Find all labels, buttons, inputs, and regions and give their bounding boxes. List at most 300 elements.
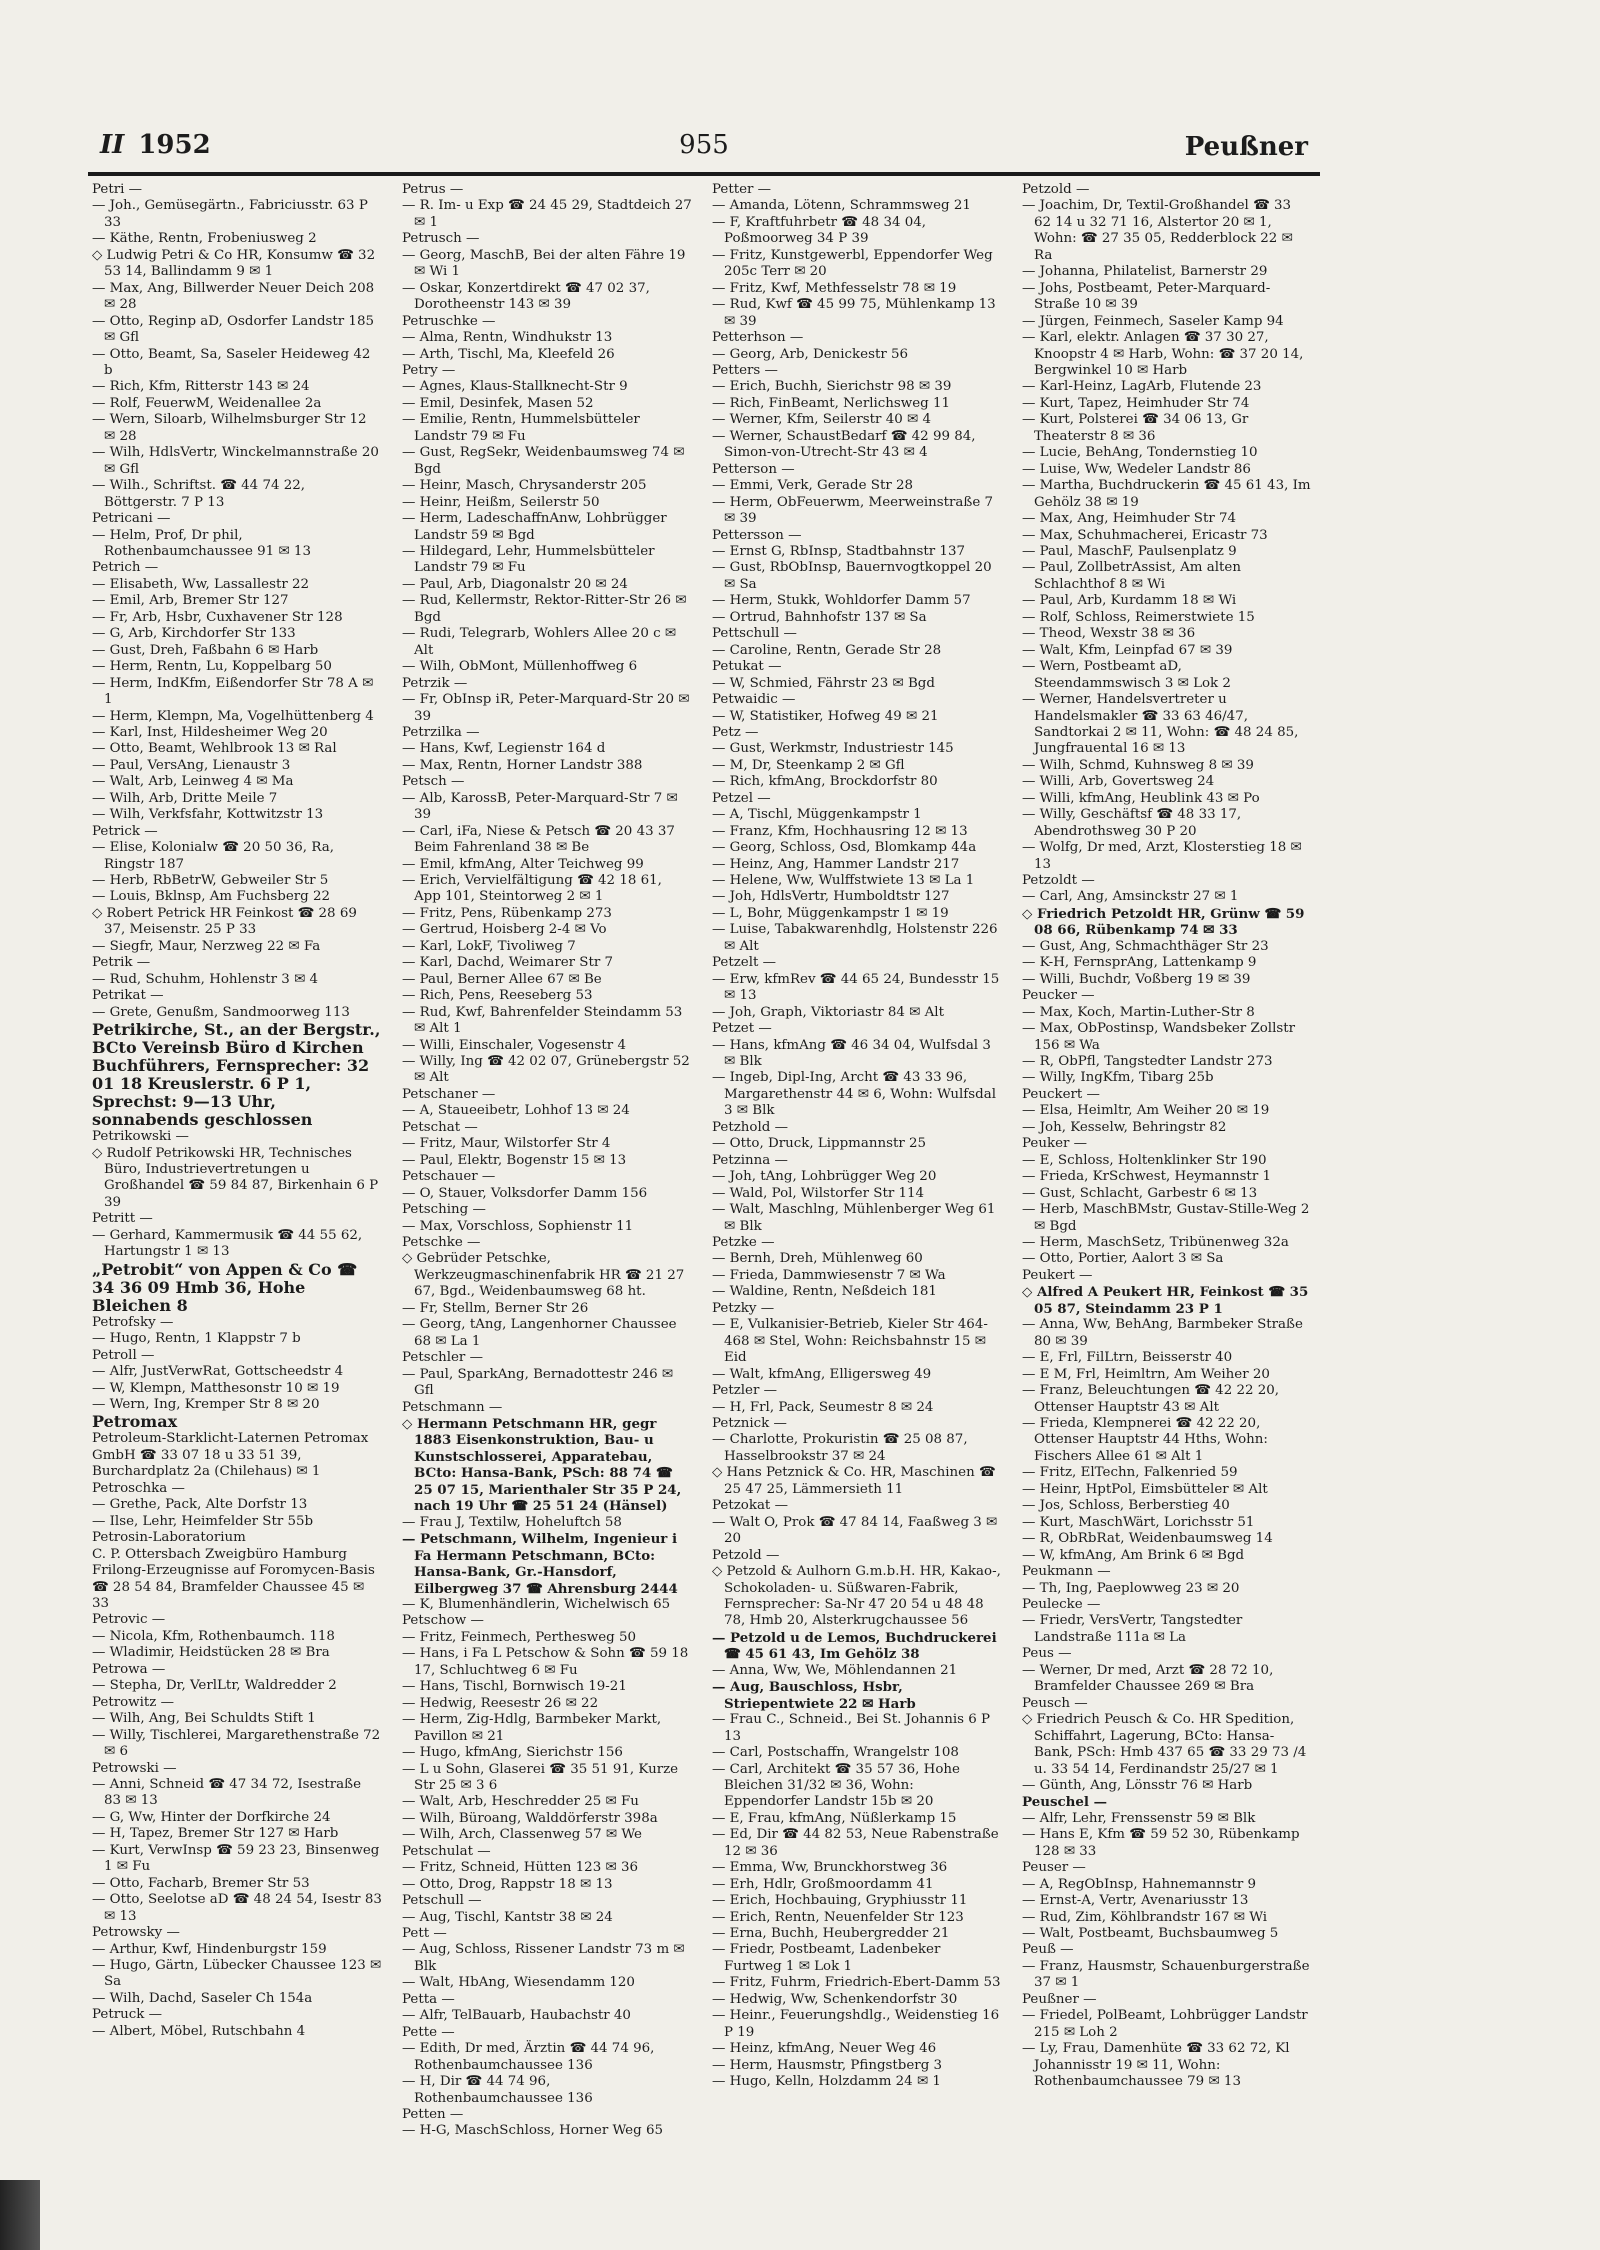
entries-column-3: [712, 182, 1002, 2091]
directory-entry: Pettersson —: [712, 527, 802, 543]
directory-entry: Petrikirche, St., an der Bergstr., BCto Vereinsb Büro d Kirchen Buchführers, Fernsprecher: 32 01 18 Kreuslerstr. 6 P 1, Sprechst: 9—13 Uhr, sonnabends geschlossen: [92, 1020, 381, 1130]
directory-entry: — Wilh, HdlsVertr, Winckelmannstraße 20 ✉ Gfl: [92, 445, 379, 477]
directory-entry: — Heinz, Ang, Hammer Landstr 217: [712, 856, 960, 872]
directory-entry: — K-H, FernsprAng, Lattenkamp 9: [1022, 955, 1257, 971]
directory-entry: — Karl, elektr. Anlagen ☎ 37 30 27, Knoopstr 4 ✉ Harb, Wohn: ☎ 37 20 14, Bergwinkel 10 ✉ Harb: [1022, 330, 1304, 378]
directory-entry: — Paul, Berner Allee 67 ✉ Be: [402, 971, 602, 987]
directory-entry: — O, Stauer, Volksdorfer Damm 156: [402, 1185, 648, 1201]
directory-entry: — Wern, Siloarb, Wilhelmsburger Str 12 ✉ 28: [92, 412, 367, 444]
directory-entry: Petzke —: [712, 1235, 775, 1250]
directory-entry: — Walt, Postbeamt, Buchsbaumweg 5: [1022, 1926, 1279, 1942]
directory-entry: — Anna, Ww, We, Möhlendannen 21: [712, 1662, 958, 1678]
directory-entry: — Wald, Pol, Wilstorfer Str 114: [712, 1185, 925, 1201]
directory-entry: Peuschel —: [1022, 1794, 1108, 1811]
directory-entry: — Wilh, Arb, Dritte Meile 7: [92, 790, 278, 806]
directory-entry: — Hugo, kfmAng, Sierichstr 156: [402, 1745, 623, 1761]
directory-entry: — Heinr, Masch, Chrysanderstr 205: [402, 478, 647, 494]
page-number: 955: [679, 130, 729, 160]
directory-entry: — Gust, RbObInsp, Bauernvogtkoppel 20 ✉ Sa: [712, 560, 992, 592]
directory-entry: Petschaner —: [402, 1086, 496, 1102]
directory-entry: — Ilse, Lehr, Heimfelder Str 55b: [92, 1513, 314, 1529]
directory-entry: — Otto, Seelotse aD ☎ 48 24 54, Isestr 83 ✉ 13: [92, 1892, 382, 1924]
directory-entry: — Elisabeth, Ww, Lassallestr 22: [92, 576, 310, 592]
directory-entry: — Herm, Klempn, Ma, Vogelhüttenberg 4: [92, 708, 374, 724]
entries-column-4: [1022, 182, 1312, 2091]
directory-entry: — Edith, Dr med, Ärztin ☎ 44 74 96, Rothenbaumchaussee 136: [402, 2041, 655, 2073]
directory-entry: — Franz, Hausmstr, Schauenburgerstraße 37 ✉ 1: [1022, 1958, 1310, 1991]
directory-entry: Petrusch —: [402, 231, 480, 247]
directory-entry: — Th, Ing, Paeplowweg 23 ✉ 20: [1022, 1580, 1240, 1596]
directory-entry: — Luise, Tabakwarenhdlg, Holstenstr 226 ✉ Alt: [712, 922, 998, 954]
directory-entry: — Fritz, Kwf, Methfesselstr 78 ✉ 19: [712, 280, 957, 296]
directory-entry: — Frau J, Textilw, Hoheluftch 58: [402, 1514, 622, 1530]
directory-entry: — Fritz, Fuhrm, Friedrich-Ebert-Damm 53: [712, 1975, 1001, 1991]
directory-entry: — Siegfr, Maur, Nerzweg 22 ✉ Fa: [92, 938, 321, 954]
directory-entry: Petsch —: [402, 774, 465, 790]
directory-entry: — L, Bohr, Müggenkampstr 1 ✉ 19: [712, 905, 949, 921]
directory-entry: — Waldine, Rentn, Neßdeich 181: [712, 1284, 937, 1300]
directory-entry: Petrick —: [92, 823, 158, 839]
directory-entry: — Walt, HbAng, Wiesendamm 120: [402, 1975, 635, 1991]
directory-entry: — Otto, Druck, Lippmannstr 25: [712, 1136, 927, 1152]
directory-entry: — Georg, Schloss, Osd, Blomkamp 44a: [712, 840, 977, 856]
directory-entry: — Rich, Kfm, Ritterstr 143 ✉ 24: [92, 379, 310, 395]
directory-entry: Petry —: [402, 362, 456, 378]
directory-entry: — Fr, Arb, Hsbr, Cuxhavener Str 128: [92, 609, 343, 625]
directory-entry: ◇ Rudolf Petrikowski HR, Technisches Büro, Industrievertretungen u Großhandel ☎ 59 84 87, Birkenhain 6 P 39: [92, 1145, 379, 1210]
directory-entry: — Rolf, FeuerwM, Weidenallee 2a: [92, 395, 322, 411]
directory-entry: — Fritz, Kunstgewerbl, Eppendorfer Weg 205c Terr ✉ 20: [712, 247, 993, 280]
directory-entry: — Alma, Rentn, Windhukstr 13: [402, 330, 613, 346]
directory-entry: — Walt, Kfm, Leinpfad 67 ✉ 39: [1022, 642, 1233, 658]
directory-entry: — Rud, Kwf, Bahrenfelder Steindamm 53 ✉ Alt 1: [402, 1004, 683, 1037]
directory-entry: — Amanda, Lötenn, Schrammsweg 21: [712, 198, 971, 214]
directory-entry: Petzoldt —: [1022, 873, 1095, 889]
directory-entry: Petwaidic —: [712, 692, 796, 708]
directory-entry: — M, Dr, Steenkamp 2 ✉ Gfl: [712, 757, 905, 773]
directory-entry: — Wern, Ing, Kremper Str 8 ✉ 20: [92, 1397, 320, 1412]
directory-entry: — Herm, Hausmstr, Pfingstberg 3: [712, 2057, 943, 2073]
directory-entry: — Jürgen, Feinmech, Saseler Kamp 94: [1022, 313, 1284, 329]
directory-entry: Petrofsky —: [92, 1314, 174, 1330]
directory-entry: — W, kfmAng, Am Brink 6 ✉ Bgd: [1022, 1547, 1245, 1563]
directory-entry: — Stepha, Dr, VerlLtr, Waldredder 2: [92, 1678, 337, 1694]
entries-column-1: [92, 182, 382, 2040]
directory-entry: Petroll —: [92, 1347, 155, 1363]
directory-entry: — Frau C., Schneid., Bei St. Johannis 6 P 13: [712, 1712, 991, 1744]
directory-entry: — F, Kraftfuhrbetr ☎ 48 34 04, Poßmoorweg 34 P 39: [712, 214, 927, 247]
directory-entry: Petzold —: [1022, 182, 1090, 197]
directory-entry: — Hans, Tischl, Bornwisch 19-21: [402, 1679, 627, 1695]
directory-entry: — Joh, Kesselw, Behringstr 82: [1022, 1119, 1227, 1135]
directory-entry: — Carl, Postschaffn, Wrangelstr 108: [712, 1745, 959, 1761]
directory-entry: Petz —: [712, 724, 759, 740]
directory-entry: — W, Klempn, Matthesonstr 10 ✉ 19: [92, 1380, 340, 1396]
directory-entry: — Emilie, Rentn, Hummelsbütteler Landstr 79 ✉ Fu: [402, 412, 640, 444]
directory-entry: — Walt, Arb, Leinweg 4 ✉ Ma: [92, 774, 294, 790]
directory-entry: Petrikowski —: [92, 1129, 189, 1145]
directory-entry: Petschulat —: [402, 1843, 491, 1859]
directory-entry: — Wern, Postbeamt aD, Steendammswisch 3 ✉ Lok 2: [1022, 659, 1231, 691]
directory-entry: — Caroline, Rentn, Gerade Str 28: [712, 642, 942, 658]
directory-entry: Petrowa —: [92, 1661, 166, 1677]
directory-entry: — H, Frl, Pack, Seumestr 8 ✉ 24: [712, 1399, 934, 1415]
directory-entry: Peuker —: [1022, 1136, 1088, 1152]
directory-entry: — Albert, Möbel, Rutschbahn 4: [92, 2023, 306, 2039]
directory-entry: Petrikat —: [92, 988, 164, 1004]
directory-entry: — Max, Koch, Martin-Luther-Str 8: [1022, 1004, 1255, 1020]
directory-entry: Petschauer —: [402, 1169, 496, 1185]
directory-entry: — H-G, MaschSchloss, Horner Weg 65: [402, 2123, 663, 2139]
directory-entry: — Agnes, Klaus-Stallknecht-Str 9: [402, 379, 628, 395]
directory-entry: Petschat —: [402, 1119, 478, 1135]
directory-entry: — Hedwig, Ww, Schenkendorfstr 30: [712, 1991, 958, 2007]
directory-entry: — Gust, Werkmstr, Industriestr 145: [712, 741, 954, 757]
directory-entry: — Anna, Ww, BehAng, Barmbeker Straße 80 ✉ 39: [1022, 1317, 1303, 1349]
directory-entry: — Erich, Vervielfältigung ☎ 42 18 61, App 101, Steintorweg 2 ✉ 1: [402, 873, 662, 905]
directory-entry: — Kurt, Polsterei ☎ 34 06 13, Gr Theaterstr 8 ✉ 36: [1022, 412, 1249, 444]
header-year: 1952: [138, 130, 211, 160]
directory-entry: — Fritz, Pens, Rübenkamp 273: [402, 905, 612, 921]
directory-entry: — Alfr, Lehr, Frenssenstr 59 ✉ Blk: [1022, 1810, 1256, 1826]
directory-entry: — Fr, Stellm, Berner Str 26: [402, 1300, 589, 1316]
directory-entry: — Herm, IndKfm, Eißendorfer Str 78 A ✉ 1: [92, 675, 374, 708]
directory-entry: ◇ Gebrüder Petschke, Werkzeugmaschinenfabrik HR ☎ 21 27 67, Bgd., Weidenbaumsweg 68 ht.: [402, 1251, 685, 1300]
directory-entry: — Herb, RbBetrW, Gebweiler Str 5: [92, 873, 329, 889]
directory-entry: — Georg, tAng, Langenhorner Chaussee 68 ✉ La 1: [402, 1317, 677, 1349]
directory-entry: Petzet —: [712, 1021, 772, 1037]
directory-entry: — Emma, Ww, Brunckhorstweg 36: [712, 1860, 948, 1876]
directory-entry: — Rud, Kellermstr, Rektor-Ritter-Str 26 ✉ Bgd: [402, 593, 687, 625]
directory-entry: — Emmi, Verk, Gerade Str 28: [712, 478, 914, 494]
directory-entry: — Johanna, Philatelist, Barnerstr 29: [1022, 264, 1268, 280]
directory-entry: — Arthur, Kwf, Hindenburgstr 159: [92, 1941, 327, 1957]
entries-column-2: [402, 182, 692, 2140]
directory-entry: — Rich, FinBeamt, Nerlichsweg 11: [712, 395, 951, 411]
page-header: [88, 128, 1320, 176]
directory-entry: Petrzilka —: [402, 724, 480, 740]
directory-entry: Petricani —: [92, 511, 171, 527]
directory-entry: Pettschull —: [712, 626, 797, 642]
directory-entry: — Willy, IngKfm, Tibarg 25b: [1022, 1070, 1214, 1086]
directory-entry: „Petrobit“ von Appen & Co ☎ 34 36 09 Hmb 36, Hohe Bleichen 8: [92, 1259, 358, 1315]
directory-entry: — Gertrud, Hoisberg 2-4 ✉ Vo: [402, 922, 607, 938]
directory-entry: Petzhold —: [712, 1119, 788, 1135]
directory-entry: — Carl, Ang, Amsinckstr 27 ✉ 1: [1022, 889, 1239, 905]
directory-entry: — Max, Vorschloss, Sophienstr 11: [402, 1218, 634, 1234]
directory-entry: Petzokat —: [712, 1498, 788, 1514]
directory-entry: Peußner —: [1022, 1991, 1097, 2007]
directory-entry: — Otto, Facharb, Bremer Str 53: [92, 1875, 310, 1891]
directory-entry: — Rolf, Schloss, Reimerstwiete 15: [1022, 609, 1255, 625]
directory-entry: Peusch —: [1022, 1695, 1088, 1711]
directory-entry: — E, Frl, FilLtrn, Beisserstr 40: [1022, 1350, 1233, 1366]
directory-entry: — Fritz, Maur, Wilstorfer Str 4: [402, 1136, 611, 1152]
directory-entry: — Herm, Zig-Hdlg, Barmbeker Markt, Pavillon ✉ 21: [402, 1712, 662, 1744]
directory-entry: — Otto, Drog, Rappstr 18 ✉ 13: [402, 1876, 613, 1892]
directory-entry: Peulecke —: [1022, 1596, 1101, 1612]
directory-entry: Petroleum-Starklicht-Laternen Petromax GmbH ☎ 33 07 18 u 33 51 39, Burchardplatz 2a (Chilehaus) ✉ 1: [92, 1431, 369, 1480]
directory-entry: — Otto, Portier, Aalort 3 ✉ Sa: [1022, 1251, 1224, 1267]
range-name: Peußner: [1184, 132, 1308, 162]
directory-entry: Peus —: [1022, 1646, 1072, 1662]
directory-entry: — Paul, VersAng, Lienaustr 3: [92, 757, 291, 773]
directory-entry: Petschke —: [402, 1235, 481, 1250]
directory-entry: Petzold —: [712, 1547, 780, 1563]
directory-entry: Petrik —: [92, 955, 151, 971]
directory-entry: — Aug, Bauschloss, Hsbr, Striepentwiete 22 ✉ Harb: [712, 1679, 916, 1712]
directory-entry: — Hedwig, Reesestr 26 ✉ 22: [402, 1695, 599, 1711]
directory-entry: — Wilh, Schmd, Kuhnsweg 8 ✉ 39: [1022, 757, 1254, 773]
directory-entry: — Kurt, VerwInsp ☎ 59 23 23, Binsenweg 1 ✉ Fu: [92, 1842, 380, 1875]
directory-entry: — Georg, MaschB, Bei der alten Fähre 19 ✉ Wi 1: [402, 247, 686, 280]
directory-entry: — W, Schmied, Fährstr 23 ✉ Bgd: [712, 675, 935, 691]
directory-entry: — Erh, Hdlr, Großmoordamm 41: [712, 1876, 934, 1892]
directory-entry: — Ortrud, Bahnhofstr 137 ✉ Sa: [712, 609, 927, 625]
directory-entry: — Paul, SparkAng, Bernadottestr 246 ✉ Gfl: [402, 1366, 674, 1399]
directory-entry: — Walt, Maschlng, Mühlenberger Weg 61 ✉ Blk: [712, 1202, 996, 1234]
directory-entry: Peuser —: [1022, 1860, 1086, 1876]
directory-entry: — Luise, Ww, Wedeler Landstr 86: [1022, 461, 1251, 477]
directory-entry: — Heinr, Heißm, Seilerstr 50: [402, 494, 600, 510]
directory-entry: Petrosin-Laboratorium: [92, 1530, 246, 1546]
directory-entry: — E M, Frl, Heimltrn, Am Weiher 20: [1022, 1366, 1270, 1382]
directory-entry: — Emil, kfmAng, Alter Teichweg 99: [402, 856, 644, 872]
directory-entry: — Max, Schuhmacherei, Ericastr 73: [1022, 527, 1268, 543]
directory-entry: Petrowski —: [92, 1760, 177, 1776]
binding-edge: [0, 2180, 40, 2250]
directory-entry: — Alb, KarossB, Peter-Marquard-Str 7 ✉ 39: [402, 790, 678, 823]
directory-entry: — Herm, Rentn, Lu, Koppelbarg 50: [92, 659, 332, 675]
directory-entry: — G, Ww, Hinter der Dorfkirche 24: [92, 1809, 331, 1825]
directory-entry: — E, Schloss, Holtenklinker Str 190: [1022, 1152, 1267, 1168]
directory-entry: — Wilh, Ang, Bei Schuldts Stift 1: [92, 1711, 316, 1727]
directory-entry: — A, Tischl, Müggenkampstr 1: [712, 807, 922, 823]
directory-entry: — Rud, Kwf ☎ 45 99 75, Mühlenkamp 13 ✉ 39: [712, 297, 996, 329]
directory-entry: — Heinr, HptPol, Eimsbütteler ✉ Alt: [1022, 1481, 1268, 1497]
directory-entry: — Willy, Ing ☎ 42 02 07, Grünebergstr 52 ✉ Alt: [402, 1054, 690, 1086]
directory-entry: — Hugo, Gärtn, Lübecker Chaussee 123 ✉ Sa: [92, 1957, 382, 1990]
directory-entry: — Erna, Buchh, Heubergredder 21: [712, 1926, 950, 1942]
directory-entry: — Bernh, Dreh, Mühlenweg 60: [712, 1251, 923, 1267]
directory-entry: — Friedr, Postbeamt, Ladenbeker Furtweg 1 ✉ Lok 1: [712, 1942, 941, 1974]
directory-entry: — Wilh, Büroang, Walddörferstr 398a: [402, 1810, 658, 1826]
directory-entry: — Charlotte, Prokuristin ☎ 25 08 87, Hasselbrookstr 37 ✉ 24: [712, 1432, 968, 1464]
directory-entry: — Fritz, Feinmech, Perthesweg 50: [402, 1629, 637, 1645]
directory-entry: — Grete, Genußm, Sandmoorweg 113: [92, 1004, 350, 1020]
directory-entry: — Karl, Dachd, Weimarer Str 7: [402, 955, 614, 971]
directory-entry: Pette —: [402, 2024, 455, 2040]
directory-entry: — Herm, MaschSetz, Tribünenweg 32a: [1022, 1235, 1289, 1250]
directory-entry: ◇ Friedrich Petzoldt HR, Grünw ☎ 59 08 66, Rübenkamp 74 ✉ 33: [1022, 905, 1305, 939]
directory-entry: — Hans, kfmAng ☎ 46 34 04, Wulfsdal 3 ✉ Blk: [712, 1037, 991, 1070]
directory-entry: — Lucie, BehAng, Tondernstieg 10: [1022, 445, 1258, 461]
directory-entry: Petromax: [92, 1412, 178, 1432]
directory-entry: — Erw, kfmRev ☎ 44 65 24, Bundesstr 15 ✉ 13: [712, 971, 1000, 1004]
directory-entry: — Herm, Stukk, Wohldorfer Damm 57: [712, 593, 971, 609]
directory-entry: — Petschmann, Wilhelm, Ingenieur i Fa Hermann Petschmann, BCto: Hansa-Bank, Gr.-Hansdorf, Eilbergweg 37 ☎ Ahrensburg 2444: [402, 1531, 678, 1597]
directory-entry: — Günth, Ang, Lönsstr 76 ✉ Harb: [1022, 1777, 1253, 1793]
directory-entry: — Gust, RegSekr, Weidenbaumsweg 74 ✉ Bgd: [402, 445, 685, 477]
directory-entry: — Max, ObPostinsp, Wandsbeker Zollstr 156 ✉ Wa: [1022, 1021, 1296, 1053]
directory-entry: Petrzik —: [402, 675, 468, 691]
directory-entry: ◇ Petzold & Aulhorn G.m.b.H. HR, Kakao-, Schokoladen- u. Süßwaren-Fabrik, Fernsprecher: Sa-Nr 47 20 54 u 48 48 78, Hmb 20, Alsterkrugchaussee 56: [712, 1564, 1001, 1629]
directory-entry: — Wilh., Schriftst. ☎ 44 74 22, Böttgerstr. 7 P 13: [92, 478, 306, 510]
directory-entry: — Emil, Desinfek, Masen 52: [402, 395, 594, 411]
directory-entry: C. P. Ottersbach Zweigbüro Hamburg Frilong-Erzeugnisse auf Foromycen-Basis ☎ 28 54 84, Bramfelder Chaussee 45 ✉ 33: [92, 1546, 375, 1611]
directory-entry: — Walt O, Prok ☎ 47 84 14, Faaßweg 3 ✉ 20: [712, 1514, 998, 1547]
directory-entry: — Kurt, Tapez, Heimhuder Str 74: [1022, 395, 1250, 411]
directory-entry: — Theod, Wexstr 38 ✉ 36: [1022, 626, 1196, 642]
directory-entry: — R. Im- u Exp ☎ 24 45 29, Stadtdeich 27 ✉ 1: [402, 198, 692, 230]
directory-entry: — R, ObPfl, Tangstedter Landstr 273: [1022, 1054, 1273, 1070]
directory-entry: — Carl, iFa, Niese & Petsch ☎ 20 43 37 Beim Fahrenland 38 ✉ Be: [402, 823, 675, 856]
directory-entry: — Rich, Pens, Reeseberg 53: [402, 988, 593, 1004]
directory-entry: — Petzold u de Lemos, Buchdruckerei ☎ 45 61 43, Im Gehölz 38: [712, 1629, 997, 1663]
directory-entry: — Joh., Gemüsegärtn., Fabriciusstr. 63 P 33: [92, 198, 368, 230]
directory-entry: — Willy, Tischlerei, Margarethenstraße 72 ✉ 6: [92, 1727, 381, 1760]
directory-entry: — Willi, Arb, Govertsweg 24: [1022, 774, 1215, 790]
directory-entry: — Gerhard, Kammermusik ☎ 44 55 62, Hartungstr 1 ✉ 13: [92, 1227, 363, 1260]
directory-entry: — Nicola, Kfm, Rothenbaumch. 118: [92, 1628, 335, 1644]
directory-entry: — Carl, Architekt ☎ 35 57 36, Hohe Bleichen 31/32 ✉ 36, Wohn: Eppendorfer Landstr 15b ✉ 20: [712, 1761, 960, 1810]
directory-entry: — Werner, SchaustBedarf ☎ 42 99 84, Simon-von-Utrecht-Str 43 ✉ 4: [712, 428, 976, 461]
directory-entry: — Emil, Arb, Bremer Str 127: [92, 593, 289, 609]
directory-entry: — Willy, Geschäftsf ☎ 48 33 17, Abendrothsweg 30 P 20: [1022, 807, 1242, 839]
directory-entry: — A, Staueeibetr, Lohhof 13 ✉ 24: [402, 1103, 630, 1119]
directory-entry: — Franz, Beleuchtungen ☎ 42 22 20, Ottenser Hauptstr 43 ✉ Alt: [1022, 1383, 1280, 1415]
directory-entry: — Wolfg, Dr med, Arzt, Klosterstieg 18 ✉ 13: [1022, 840, 1302, 872]
directory-entry: Petrowitz —: [92, 1694, 175, 1710]
directory-entry: Petterson —: [712, 461, 795, 477]
directory-entry: — Joachim, Dr, Textil-Großhandel ☎ 33 62 14 u 32 71 16, Alstertor 20 ✉ 1, Wohn: ☎ 27 35 05, Redderblock 22 ✉ Ra: [1022, 198, 1293, 263]
directory-entry: — Joh, Graph, Viktoriastr 84 ✉ Alt: [712, 1004, 944, 1020]
directory-entry: — Fritz, ElTechn, Falkenried 59: [1022, 1465, 1238, 1481]
directory-entry: — E, Vulkanisier-Betrieb, Kieler Str 464-468 ✉ Stel, Wohn: Reichsbahnstr 15 ✉ Eid: [712, 1317, 988, 1366]
directory-entry: — Joh, HdlsVertr, Humboldtstr 127: [712, 889, 950, 905]
directory-entry: — Ernst G, RbInsp, Stadtbahnstr 137: [712, 543, 965, 559]
directory-entry: — Werner, Kfm, Seilerstr 40 ✉ 4: [712, 412, 931, 428]
directory-entry: Petzelt —: [712, 955, 777, 971]
directory-entry: — Käthe, Rentn, Frobeniusweg 2: [92, 231, 317, 247]
directory-entry: Petrus —: [402, 182, 464, 197]
column-4: [1022, 182, 1312, 2172]
directory-entry: Petukat —: [712, 659, 782, 675]
directory-entry: — Karl, LokF, Tivoliweg 7: [402, 938, 576, 954]
directory-entry: — Wladimir, Heidstücken 28 ✉ Bra: [92, 1645, 330, 1661]
column-1: [92, 182, 382, 2172]
directory-entry: — Gust, Schlacht, Garbestr 6 ✉ 13: [1022, 1185, 1258, 1201]
directory-entry: — Hildegard, Lehr, Hummelsbütteler Landstr 79 ✉ Fu: [402, 543, 655, 576]
directory-entry: — Herm, LadeschaffnAnw, Lohbrügger Landstr 59 ✉ Bgd: [402, 511, 667, 543]
directory-entry: — Rud, Zim, Köhlbrandstr 167 ✉ Wi: [1022, 1909, 1268, 1925]
directory-entry: — Willi, Buchdr, Voßberg 19 ✉ 39: [1022, 971, 1251, 987]
directory-entry: ◇ Alfred A Peukert HR, Feinkost ☎ 35 05 87, Steindamm 23 P 1: [1022, 1284, 1309, 1317]
directory-entry: — Erich, Rentn, Neuenfelder Str 123: [712, 1909, 964, 1925]
directory-entry: — Georg, Arb, Denickestr 56: [712, 346, 909, 362]
directory-entry: — Heinr., Feuerungshdlg., Weidenstieg 16 P 19: [712, 2008, 1000, 2040]
directory-entry: Petrich —: [92, 560, 159, 576]
directory-entry: — W, Statistiker, Hofweg 49 ✉ 21: [712, 708, 939, 724]
directory-entry: — Fr, ObInsp iR, Peter-Marquard-Str 20 ✉ 39: [402, 692, 690, 724]
directory-entry: — A, RegObInsp, Hahnemannstr 9: [1022, 1876, 1257, 1892]
directory-entry: — Max, Ang, Heimhuder Str 74: [1022, 511, 1237, 527]
directory-entry: — Hugo, Kelln, Holzdamm 24 ✉ 1: [712, 2074, 941, 2090]
directory-entry: Petritt —: [92, 1211, 153, 1227]
directory-entry: — Friedel, PolBeamt, Lohbrügger Landstr 215 ✉ Loh 2: [1022, 2008, 1308, 2040]
directory-entry: ◇ Robert Petrick HR Feinkost ☎ 28 69 37, Meisenstr. 25 P 33: [92, 905, 357, 938]
directory-entry: — Fritz, Schneid, Hütten 123 ✉ 36: [402, 1860, 638, 1876]
directory-entry: ◇ Hans Petznick & Co. HR, Maschinen ☎ 25 47 25, Lämmersieth 11: [712, 1465, 996, 1497]
directory-entry: Petzler —: [712, 1383, 778, 1399]
directory-entry: Petrowsky —: [92, 1925, 180, 1941]
directory-entry: — H, Dir ☎ 44 74 96, Rothenbaumchaussee 136: [402, 2074, 593, 2106]
directory-entry: Petten —: [402, 2107, 464, 2123]
directory-entry: — Rud, Schuhm, Hohlenstr 3 ✉ 4: [92, 971, 319, 987]
directory-entry: Pett —: [402, 1926, 447, 1942]
directory-entry: — Kurt, MaschWärt, Lorichsstr 51: [1022, 1514, 1255, 1530]
directory-entry: — Walt, kfmAng, Elligersweg 49: [712, 1366, 932, 1382]
directory-entry: — Frieda, KrSchwest, Heymannstr 1: [1022, 1169, 1271, 1185]
directory-entry: Petsching —: [402, 1202, 486, 1218]
directory-entry: — Max, Ang, Billwerder Neuer Deich 208 ✉ 28: [92, 280, 375, 313]
directory-entry: — Werner, Dr med, Arzt ☎ 28 72 10, Bramfelder Chaussee 269 ✉ Bra: [1022, 1662, 1274, 1695]
directory-entry: Petri —: [92, 182, 143, 197]
directory-entry: — Hans, Kwf, Legienstr 164 d: [402, 741, 606, 757]
directory-entry: — Oskar, Konzertdirekt ☎ 47 02 37, Dorotheenstr 143 ✉ 39: [402, 280, 650, 313]
directory-entry: — Frieda, Klempnerei ☎ 42 22 20, Ottenser Hauptstr 44 Hths, Wohn: Fischers Allee 61 ✉ Alt 1: [1022, 1415, 1268, 1464]
directory-entry: — K, Blumenhändlerin, Wichelwisch 65: [402, 1596, 671, 1612]
directory-entry: — Max, Rentn, Horner Landstr 388: [402, 757, 643, 773]
directory-entry: — Wilh, Dachd, Saseler Ch 154a: [92, 1990, 313, 2006]
column-2: [402, 182, 692, 2172]
column-3: [712, 182, 1002, 2172]
directory-entry: — Otto, Beamt, Wehlbrook 13 ✉ Ral: [92, 741, 337, 757]
directory-entry: Petter —: [712, 182, 772, 197]
directory-entry: — Ingeb, Dipl-Ing, Archt ☎ 43 33 96, Margarethenstr 44 ✉ 6, Wohn: Wulfsdal 3 ✉ Blk: [712, 1070, 996, 1119]
directory-entry: — Karl-Heinz, LagArb, Flutende 23: [1022, 379, 1262, 395]
directory-entry: — Elsa, Heimltr, Am Weiher 20 ✉ 19: [1022, 1103, 1270, 1119]
directory-entry: — Alfr, TelBauarb, Haubachstr 40: [402, 2008, 631, 2024]
directory-entry: — Willi, Einschaler, Vogesenstr 4: [402, 1037, 626, 1053]
directory-entry: — Ly, Frau, Damenhüte ☎ 33 62 72, Kl Johannisstr 19 ✉ 11, Wohn: Rothenbaumchaussee 79 ✉ 13: [1022, 2041, 1290, 2090]
directory-entry: — H, Tapez, Bremer Str 127 ✉ Harb: [92, 1826, 339, 1842]
directory-entry: — Walt, Arb, Heschredder 25 ✉ Fu: [402, 1794, 639, 1810]
directory-entry: Peuß —: [1022, 1942, 1074, 1958]
directory-entry: — Helene, Ww, Wulffstwiete 13 ✉ La 1: [712, 873, 975, 889]
directory-entry: — Friedr, VersVertr, Tangstedter Landstraße 111a ✉ La: [1022, 1613, 1243, 1645]
directory-entry: — Gust, Dreh, Faßbahn 6 ✉ Harb: [92, 642, 319, 658]
directory-entry: — Rudi, Telegrarb, Wohlers Allee 20 c ✉ Alt: [402, 626, 677, 658]
directory-entry: — Alfr, JustVerwRat, Gottscheedstr 4: [92, 1364, 344, 1380]
directory-entry: Petruschke —: [402, 313, 496, 329]
directory-entry: — Wilh, Verkfsfahr, Kottwitzstr 13: [92, 807, 324, 823]
directory-entry: Peucker —: [1022, 988, 1095, 1004]
directory-entry: — Elise, Kolonialw ☎ 20 50 36, Ra, Ringstr 187: [92, 840, 334, 872]
directory-entry: ◇ Ludwig Petri & Co HR, Konsumw ☎ 32 53 14, Ballindamm 9 ✉ 1: [92, 247, 376, 280]
directory-entry: — R, ObRbRat, Weidenbaumsweg 14: [1022, 1531, 1273, 1547]
directory-entry: Petruck —: [92, 2007, 162, 2023]
directory-entry: — Paul, Arb, Kurdamm 18 ✉ Wi: [1022, 593, 1237, 609]
directory-entry: — Heinz, kfmAng, Neuer Weg 46: [712, 2041, 937, 2057]
directory-entry: — Paul, Elektr, Bogenstr 15 ✉ 13: [402, 1152, 627, 1168]
directory-entry: — Gust, Ang, Schmachthäger Str 23: [1022, 938, 1269, 954]
directory-entry: — Paul, ZollbetrAssist, Am alten Schlachthof 8 ✉ Wi: [1022, 560, 1241, 592]
directory-entry: — Helm, Prof, Dr phil, Rothenbaumchaussee 91 ✉ 13: [92, 527, 311, 559]
directory-entry: Petterhson —: [712, 330, 804, 346]
entry-columns: [92, 182, 1320, 2172]
directory-entry: — Anni, Schneid ☎ 47 34 72, Isestraße 83 ✉ 13: [92, 1776, 361, 1809]
